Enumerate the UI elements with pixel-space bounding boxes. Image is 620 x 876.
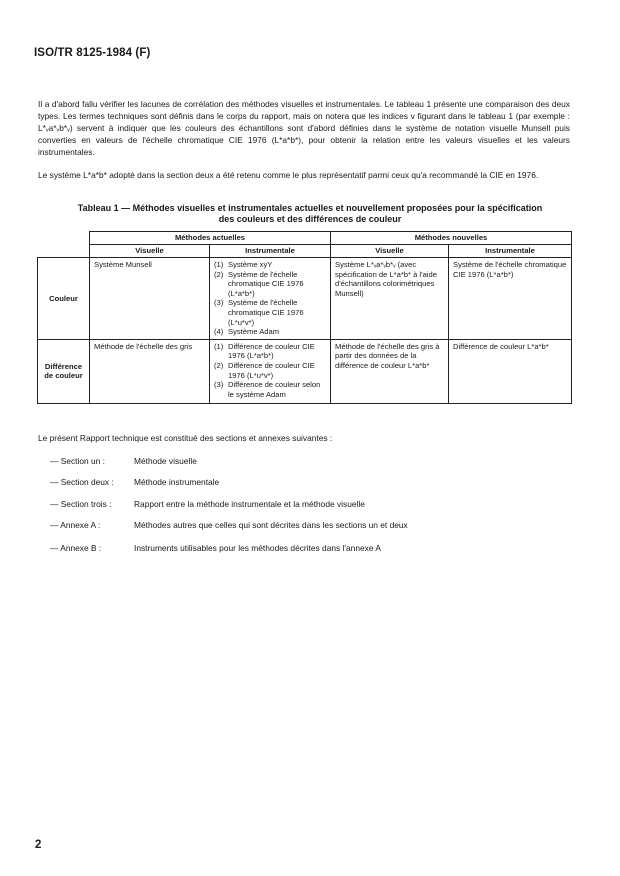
cell-new-instrumental: Différence de couleur L*a*b* xyxy=(449,339,572,403)
section-label: — Section deux : xyxy=(50,477,114,487)
table-sub-header-row xyxy=(38,245,572,258)
section-text: Méthode instrumentale xyxy=(134,477,220,487)
section-text: Rapport entre la méthode instrumentale et la méthode visuelle xyxy=(134,499,365,509)
table-group-header-row xyxy=(38,232,572,245)
header-methodes-actuelles: Méthodes actuelles xyxy=(90,232,331,245)
section-list-item xyxy=(50,520,580,530)
cell-new-visual: Système L*ᵥa*ᵥb*ᵥ (avec spécification de L*a*b* à l'aide d'échantillons colorimétriques Munsell) xyxy=(331,258,449,340)
cell-current-instrumental xyxy=(210,258,331,340)
table-row xyxy=(38,339,572,403)
table-caption xyxy=(40,203,580,225)
cell-current-instrumental xyxy=(210,339,331,403)
section-text: Méthodes autres que celles qui sont décrites dans les sections un et deux xyxy=(134,520,408,530)
list-item: (2) Système de l'échelle chromatique CIE 1976 (L*a*b*) xyxy=(214,269,304,298)
section-list-item xyxy=(50,456,580,466)
list-item: (3) Différence de couleur selon le système Adam xyxy=(214,380,321,399)
header-new-visual: Visuelle xyxy=(331,245,449,258)
report-intro: Le présent Rapport technique est constitué des sections et annexes suivantes : xyxy=(38,433,333,443)
cell-new-visual: Méthode de l'échelle des gris à partir des données de la différence de couleur L*a*b* xyxy=(331,339,449,403)
section-text: Instruments utilisables pour les méthodes décrites dans l'annexe A xyxy=(134,543,381,553)
list-item: (4) Système Adam xyxy=(214,327,280,337)
section-list-item xyxy=(50,499,580,509)
table-row xyxy=(38,258,572,340)
table-caption-line-1: Tableau 1 — Méthodes visuelles et instrumentales actuelles et nouvellement proposées pour la spécification xyxy=(77,203,543,213)
header-methodes-nouvelles: Méthodes nouvelles xyxy=(331,232,572,245)
list-item: (3) Système de l'échelle chromatique CIE 1976 (L*u*v*) xyxy=(214,298,304,327)
section-label: — Section un : xyxy=(50,456,105,466)
row-label-line-2: de couleur xyxy=(44,371,83,381)
section-label: — Annexe A : xyxy=(50,520,101,530)
table-corner-cell xyxy=(38,232,90,258)
section-list-item xyxy=(50,543,580,553)
header-new-instrumental: Instrumentale xyxy=(449,245,572,258)
cell-current-visual: Méthode de l'échelle des gris xyxy=(90,339,210,403)
header-current-instrumental: Instrumentale xyxy=(210,245,331,258)
list-item: (1) Différence de couleur CIE 1976 (L*a*b*) xyxy=(214,341,315,361)
header-current-visual: Visuelle xyxy=(90,245,210,258)
list-item: (1) Système xyY xyxy=(214,260,273,269)
intro-paragraph-2: Le système L*a*b* adopté dans la section deux a été retenu comme le plus représentatif parmi ceux qu'a recommandé la CIE en 1976. xyxy=(38,170,539,180)
page-number: 2 xyxy=(35,839,42,851)
row-label-line-1: Différence xyxy=(44,361,83,371)
section-list-item xyxy=(50,477,580,487)
comparison-table xyxy=(37,231,572,404)
section-label: — Section trois : xyxy=(50,499,112,509)
section-text: Méthode visuelle xyxy=(134,456,197,466)
document-header: ISO/TR 8125-1984 (F) xyxy=(34,47,151,59)
row-label-difference-de-couleur xyxy=(38,339,90,403)
intro-paragraph-1: Il a d'abord fallu vérifier les lacunes de corrélation des méthodes visuelles et instrumentales. Le tableau 1 présente une comparaison des deux types. Les termes techniques sont définis dans le corps du rapport, mais on notera que les indices v figurant dans le tableau 1 (par exemple : L*ᵥa*ᵥb*ᵥ) servent à indiquer que les couleurs des échantillons sont d'abord définies dans le système de notation visuelle Munsell puis converties en valeurs de l'échelle chromatique CIE 1976 (L*a*b*), pour obtenir la relation entre les valeurs visuelles et les valeurs instrumentales. xyxy=(38,99,570,157)
list-item: (2) Différence de couleur CIE 1976 (L*u*v*) xyxy=(214,360,315,380)
cell-new-instrumental: Système de l'échelle chromatique CIE 1976 (L*a*b*) xyxy=(449,258,572,340)
cell-current-visual: Système Munsell xyxy=(90,258,210,340)
section-label: — Annexe B : xyxy=(50,543,102,553)
table-caption-line-2: des couleurs et des différences de couleur xyxy=(218,214,402,224)
row-label-couleur: Couleur xyxy=(38,258,90,340)
